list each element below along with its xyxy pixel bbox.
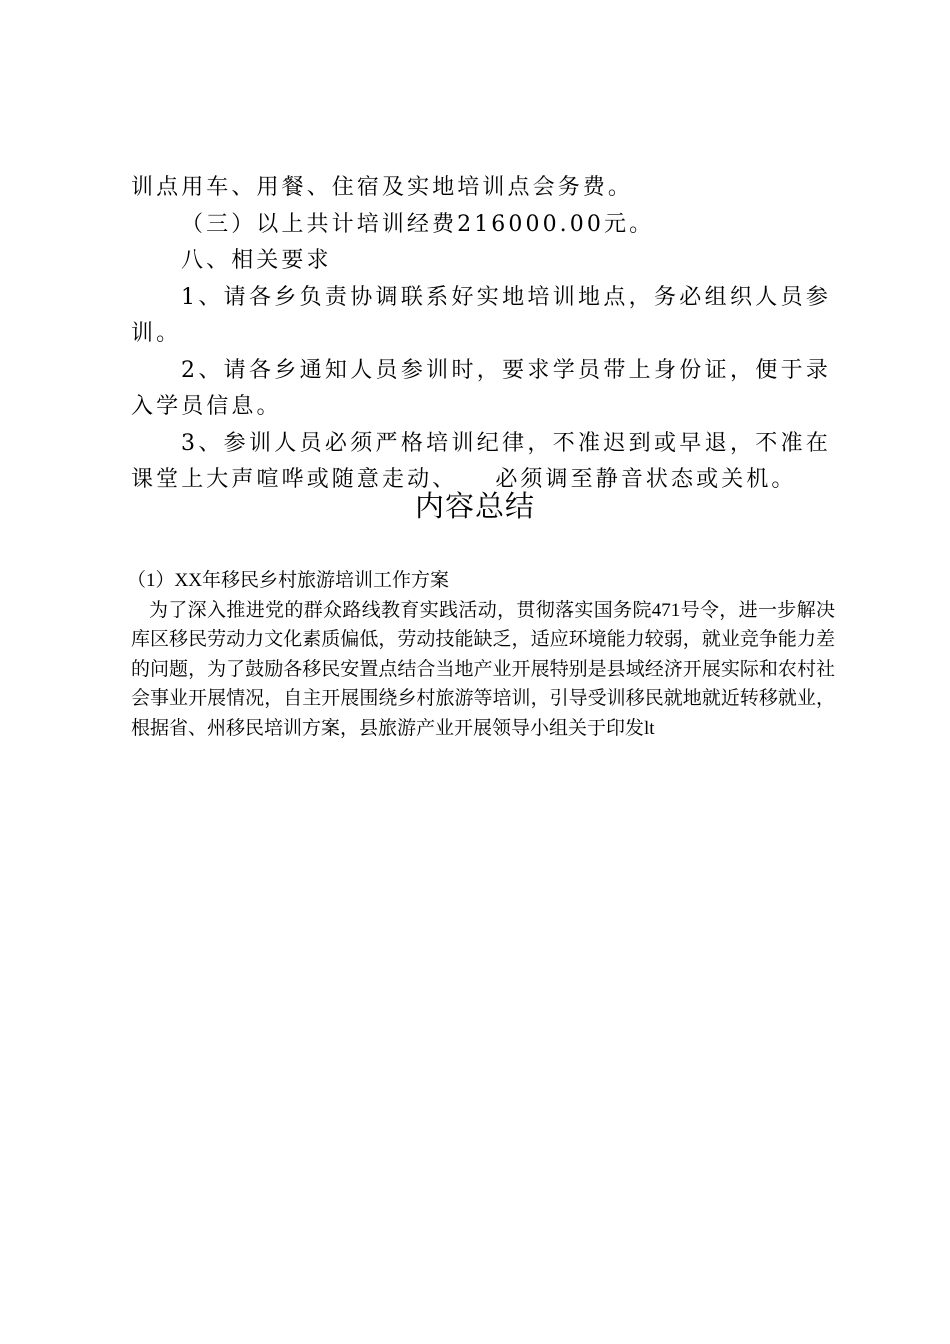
requirement-item-1: 1、请各乡负责协调联系好实地培训地点，务必组织人员参训。	[131, 284, 831, 346]
summary-heading: （1）XX年移民乡村旅游培训工作方案	[127, 570, 449, 591]
paragraph-total-cost: （三）以上共计培训经费216000.00元。	[181, 211, 655, 237]
requirement-item-3-part-2: 必须调至静音状态或关机。	[495, 467, 797, 492]
summary-title: 内容总结	[414, 489, 535, 523]
requirement-item-2: 2、请各乡通知人员参训时，要求学员带上身份证，便于录入学员信息。	[131, 357, 831, 419]
requirement-item-3-part-1: 3、参训人员必须严格培训纪律，不准迟到或早退，不准在课堂上大声喧哗或随意走动、	[131, 430, 831, 492]
paragraph-expenses-continued: 训点用车、用餐、住宿及实地培训点会务费。	[131, 175, 634, 200]
document-body	[131, 170, 831, 499]
summary-section	[127, 566, 835, 743]
section-heading-requirements: 八、相关要求	[181, 248, 332, 273]
summary-text: 为了深入推进党的群众路线教育实践活动，贯彻落实国务院471号令，进一步解决库区移民劳动力文化素质偏低，劳动技能缺乏，适应环境能力较弱，就业竞争能力差的问题，为了鼓励各移民安置点结合当地产业开展特别是县域经济开展实际和农村社会事业开展情况，自主开展围绕乡村旅游等培训，引导受训移民就地就近转移就业，根据省、州移民培训方案，县旅游产业开展领导小组关于印发lt	[131, 599, 835, 739]
